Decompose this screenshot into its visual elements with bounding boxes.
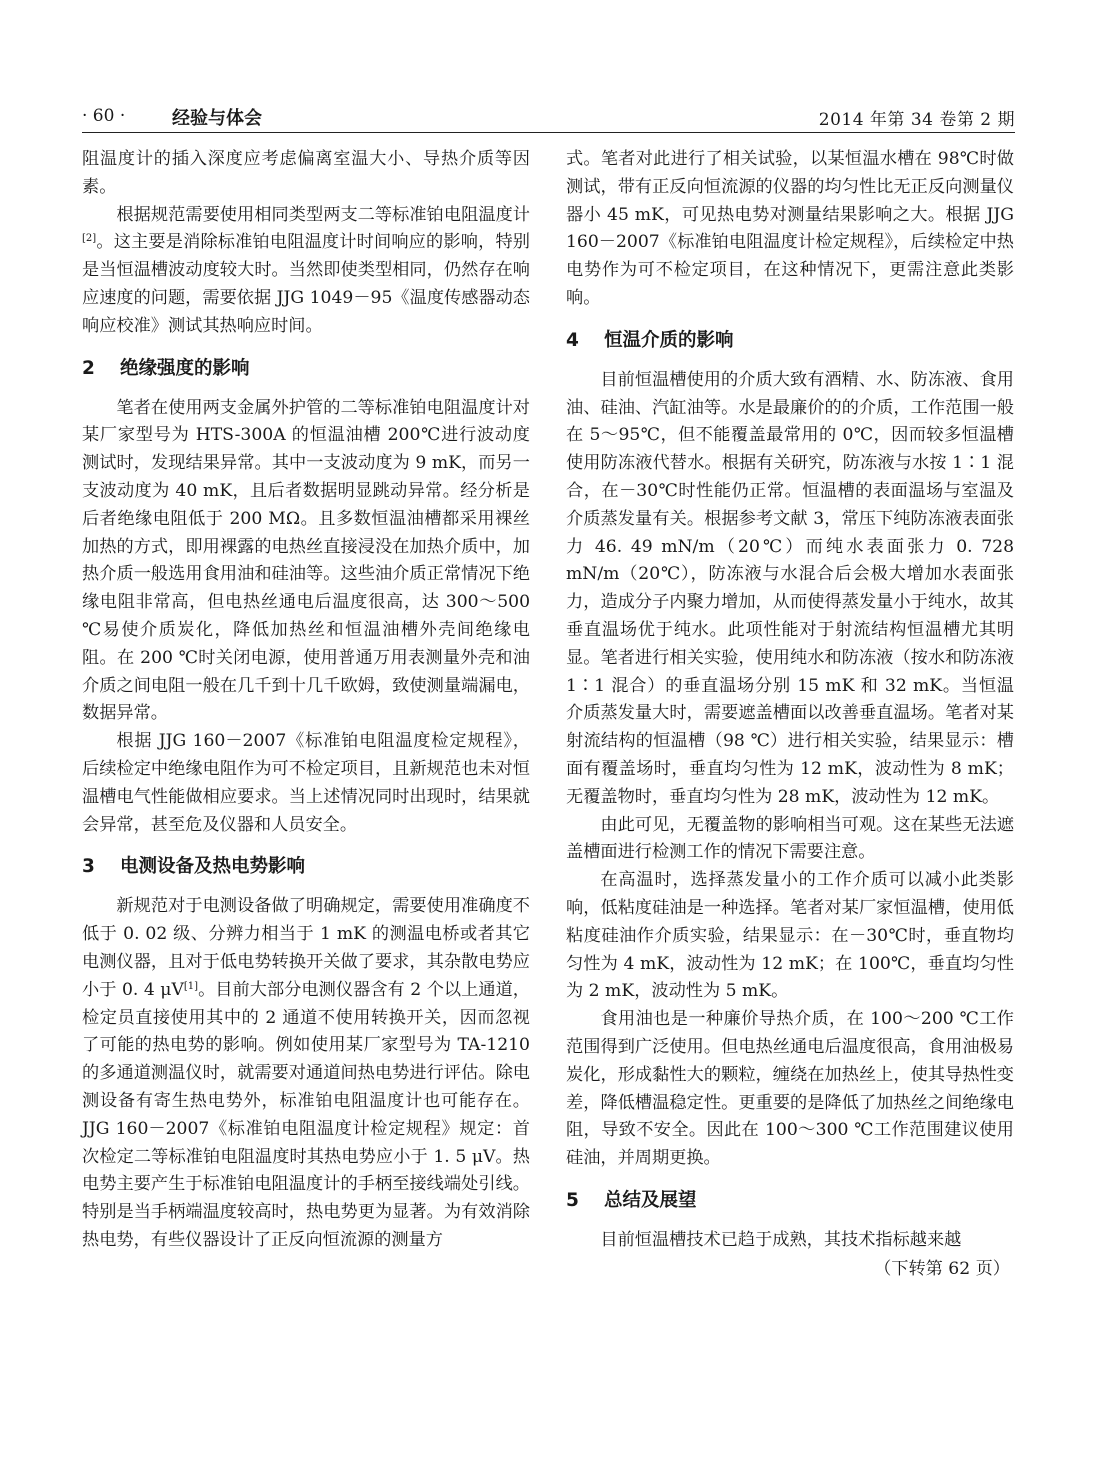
section-heading-title: 总结及展望	[604, 1189, 697, 1211]
paragraph: 目前恒温槽技术已趋于成熟，其技术指标越来越	[600, 1229, 962, 1250]
paragraph-text: 。这主要是消除标准铂电阻温度计时间响应的影响，特别是当恒温槽波动度较大时。当然即使类型相同，仍然存在响应速度的问题，需要依据 JJG 1049－95《温度传感器动态响应校准》测试其热响应时间。	[82, 232, 530, 336]
citation-ref: [2]	[82, 233, 97, 245]
running-header	[82, 104, 1015, 133]
paragraph: 食用油也是一种廉价导热介质，在 100～200 ℃工作范围得到广泛使用。但电热丝通电后温度很高，食用油极易炭化，形成黏性大的颗粒，缠绕在加热丝上，使其导热性变差，降低槽温稳定性。更重要的是降低了加热丝之间绝缘电阻，导致不安全。因此在 100～300 ℃工作范围建议使用硅油，并周期更换。	[566, 1009, 1014, 1169]
paragraph-text: 新规范对于电测设备做了明确规定，需要使用准确度不低于 0. 02 级、分辨力相当于 1 mK 的测温电桥或者其它电测仪器，且对于低电势转换开关做了要求，其杂散电势应小于 0. 4 μV	[82, 896, 530, 1000]
paragraph: 笔者在使用两支金属外护管的二等标准铂电阻温度计对某厂家型号为 HTS-300A 的恒温油槽 200℃进行波动度测试时，发现结果异常。其中一支波动度为 9 mK，而另一支波动度为 40 mK，且后者数据明显跳动异常。经分析是后者绝缘电阻低于 200 MΩ。且多数恒温油槽都采用裸丝加热的方式，即用裸露的电热丝直接浸没在加热介质中，加热介质一般选用食用油和硅油等。这些油介质正常情况下绝缘电阻非常高，但电热丝通电后温度很高，达 300～500 ℃易使介质炭化，降低加热丝和恒温油槽外壳间绝缘电阻。在 200 ℃时关闭电源，使用普通万用表测量外壳和油介质之间电阻一般在几千到十几千欧姆，致使测量端漏电，数据异常。	[82, 397, 530, 724]
section-heading-title: 恒温介质的影响	[604, 329, 734, 351]
section-number: 2	[82, 357, 95, 379]
left-column	[82, 146, 530, 1401]
section-number: 5	[566, 1189, 579, 1211]
section-title: 经验与体会	[172, 108, 262, 129]
paragraph-text: 。目前大部分电测仪器含有 2 个以上通道，检定员直接使用其中的 2 通道不使用转换开关，因而忽视了可能的热电势的影响。例如使用某厂家型号为 TA-1210 的多通道测温仪时，就需要对通道间热电势进行评估。除电测设备有寄生热电势外，标准铂电阻温度计也可能存在。JJG 160－2007《标准铂电阻温度计检定规程》规定：首次检定二等标准铂电阻温度时其热电势应小于 1. 5 μV。热电势主要产生于标准铂电阻温度计的手柄至接线端处引线。特别是当手柄端温度较高时，热电势更为显著。为有效消除热电势，有些仪器设计了正反向恒流源的测量方	[82, 979, 530, 1250]
section-number: 3	[82, 856, 95, 878]
paragraph: 在高温时，选择蒸发量小的工作介质可以减小此类影响，低粘度硅油是一种选择。笔者对某厂家恒温槽，使用低粘度硅油作介质实验，结果显示：在－30℃时，垂直物均匀性为 4 mK，波动性为 12 mK；在 100℃，垂直均匀性为 2 mK，波动性为 5 mK。	[566, 870, 1014, 1002]
section-heading	[566, 1186, 1014, 1216]
journal-issue: 2014 年第 34 卷第 2 期	[818, 110, 1015, 130]
paragraph: 由此可见，无覆盖物的影响相当可观。这在某些无法遮盖槽面进行检测工作的情况下需要注意。	[566, 814, 1014, 863]
section-heading	[82, 852, 530, 882]
paragraph: 式。笔者对此进行了相关试验，以某恒温水槽在 98℃时做测试，带有正反向恒流源的仪器的均匀性比无正反向测量仪器小 45 mK，可见热电势对测量结果影响之大。根据 JJG 160－2007《标准铂电阻温度计检定规程》，后续检定中热电势作为可不检定项目，在这种情况下，更需注意此类影响。	[566, 149, 1014, 308]
paragraph	[82, 893, 530, 1254]
paragraph: 阻温度计的插入深度应考虑偏离室温大小、导热介质等因素。	[82, 149, 530, 197]
continued-note: （下转第 62 页）	[874, 1258, 1010, 1279]
citation-ref: [1]	[183, 980, 199, 992]
section-heading-title: 电测设备及热电势影响	[120, 856, 306, 878]
paragraph: 目前恒温槽使用的介质大致有酒精、水、防冻液、食用油、硅油、汽缸油等。水是最廉价的的介质，工作范围一般在 5～95℃，但不能覆盖最常用的 0℃，因而较多恒温槽使用防冻液代替水。根据有关研究，防冻液与水按 1∶1 混合，在－30℃时性能仍正常。恒温槽的表面温场与室温及介质蒸发量有关。根据参考文献 3，常压下纯防冻液表面张力 46. 49 mN/m（20℃）而纯水表面张力 0. 728 mN/m（20℃），防冻液与水混合后会极大增加水表面张力，造成分子内聚力增加，从而使得蒸发量小于纯水，故其垂直温场优于纯水。此项性能对于射流结构恒温槽尤其明显。笔者进行相关实验，使用纯水和防冻液（按水和防冻液 1∶1 混合）的垂直温场分别 15 mK 和 32 mK。当恒温介质蒸发量大时，需要遮盖槽面以改善垂直温场。笔者对某射流结构的恒温槽（98 ℃）进行相关实验，结果显示：槽面有覆盖场时，垂直均匀性为 12 mK，波动性为 8 mK；无覆盖物时，垂直均匀性为 28 mK，波动性为 12 mK。	[566, 369, 1014, 807]
paragraph-text: 根据规范需要使用相同类型两支二等标准铂电阻温度计	[116, 204, 530, 225]
paragraph: 根据 JJG 160－2007《标准铂电阻温度检定规程》，后续检定中绝缘电阻作为可不检定项目，且新规范也未对恒温槽电气性能做相应要求。当上述情况同时出现时，结果就会异常，甚至危及仪器和人员安全。	[82, 731, 530, 835]
section-heading	[82, 354, 530, 384]
section-heading	[566, 326, 1014, 356]
section-number: 4	[566, 329, 579, 351]
right-column	[566, 146, 1014, 1401]
page-number: · 60 ·	[82, 106, 126, 126]
section-heading-title: 绝缘强度的影响	[120, 357, 250, 379]
paragraph	[82, 202, 530, 341]
